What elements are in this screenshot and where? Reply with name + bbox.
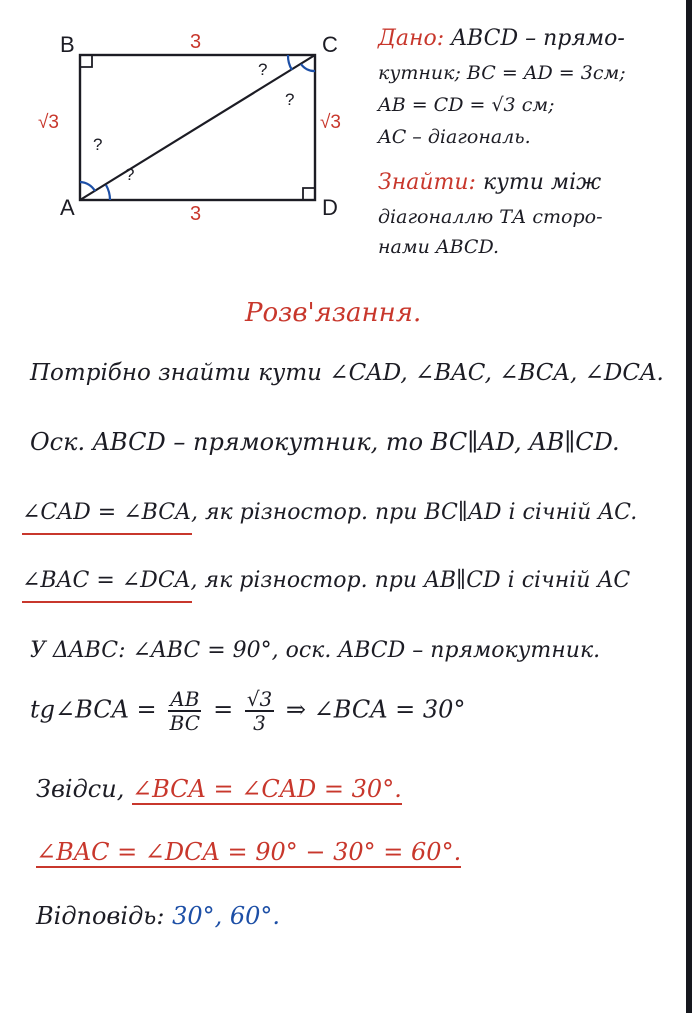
find-label: Знайти: [378, 170, 476, 195]
step-4-underline [22, 601, 192, 603]
solution-step-8: ∠BAC = ∠DCA = 90° − 30° = 60°. [36, 838, 462, 866]
solution-step-6 [30, 688, 465, 734]
fraction-1-denominator: BC [169, 711, 201, 735]
given-text-1: ABCD – прямо- [451, 26, 625, 51]
given-line-3: AB = CD = √3 см; [378, 94, 555, 116]
step-3-equation: ∠CAD = ∠BCA [22, 500, 191, 525]
fraction-1-numerator: AB [170, 687, 200, 711]
step-7-prefix: Звідси, [36, 775, 125, 803]
step-6-right: ⇒ ∠BCA = 30° [285, 695, 466, 724]
vertex-label-a: A [60, 195, 75, 220]
diagonal-ac [80, 55, 315, 200]
fraction-2-numerator: √3 [246, 687, 273, 711]
right-angle-mark-b [80, 55, 92, 67]
fraction-2-denominator: 3 [253, 711, 266, 735]
vertex-label-b: B [60, 32, 75, 57]
answer-line [36, 902, 280, 930]
step-4-reason: , як різностор. при AB∥CD і січній AC [190, 568, 631, 593]
solution-step-2: Оск. ABCD – прямокутник, то BC∥AD, AB∥CD. [30, 428, 620, 456]
angle-question-a-upper: ? [93, 135, 103, 154]
angle-question-a-lower: ? [125, 165, 135, 184]
step-4-equation: ∠BAC = ∠DCA [22, 568, 191, 593]
side-label-bottom: 3 [190, 203, 202, 225]
angle-arc-a-upper [80, 182, 95, 191]
answer-value: 30°, 60°. [172, 902, 281, 930]
fraction-sqrt3-over-3 [245, 688, 274, 734]
solution-step-1: Потрібно знайти кути ∠CAD, ∠BAC, ∠BCA, ∠DCA. [30, 360, 664, 386]
vertex-label-d: D [322, 195, 338, 220]
given-line-1 [378, 26, 625, 51]
step-6-left: tg∠BCA = [30, 695, 157, 724]
angle-arc-c-left [288, 55, 292, 70]
given-line-4: AC – діагональ. [378, 126, 531, 148]
solution-title: Розв'язання. [245, 298, 422, 328]
vertex-label-c: C [322, 32, 338, 57]
angle-arc-c-right [301, 64, 315, 71]
step-6-equals: = [213, 695, 234, 724]
rectangle-figure [30, 20, 360, 225]
solution-step-5: У ΔABC: ∠ABC = 90°, оск. ABCD – прямокутник. [30, 638, 601, 663]
side-label-left: √3 [38, 112, 59, 133]
screen-edge-strip [686, 0, 692, 1013]
find-line-3: нами ABCD. [378, 236, 500, 258]
find-line-1 [378, 170, 601, 195]
answer-label: Відповідь: [36, 902, 165, 930]
find-line-2: діагоналлю ТА сторо- [378, 206, 603, 228]
angle-arc-a-lower [106, 185, 110, 200]
given-label: Дано: [378, 26, 445, 51]
fraction-ab-over-bc [168, 688, 201, 734]
solution-step-3 [22, 500, 637, 525]
step-3-reason: , як різностор. при BC∥AD і січній AC. [190, 500, 638, 525]
step-7-equation: ∠BCA = ∠CAD = 30°. [131, 775, 402, 803]
angle-question-c-lower: ? [285, 90, 295, 109]
side-label-right: √3 [320, 112, 341, 133]
right-angle-mark-d [303, 188, 315, 200]
solution-step-7 [36, 775, 402, 803]
step-3-underline [22, 533, 192, 535]
given-line-2: кутник; BC = AD = 3см; [378, 62, 626, 84]
find-text-1: кути між [482, 170, 602, 195]
solution-step-4 [22, 568, 630, 593]
side-label-top: 3 [190, 31, 202, 53]
angle-question-c-left: ? [258, 60, 268, 79]
